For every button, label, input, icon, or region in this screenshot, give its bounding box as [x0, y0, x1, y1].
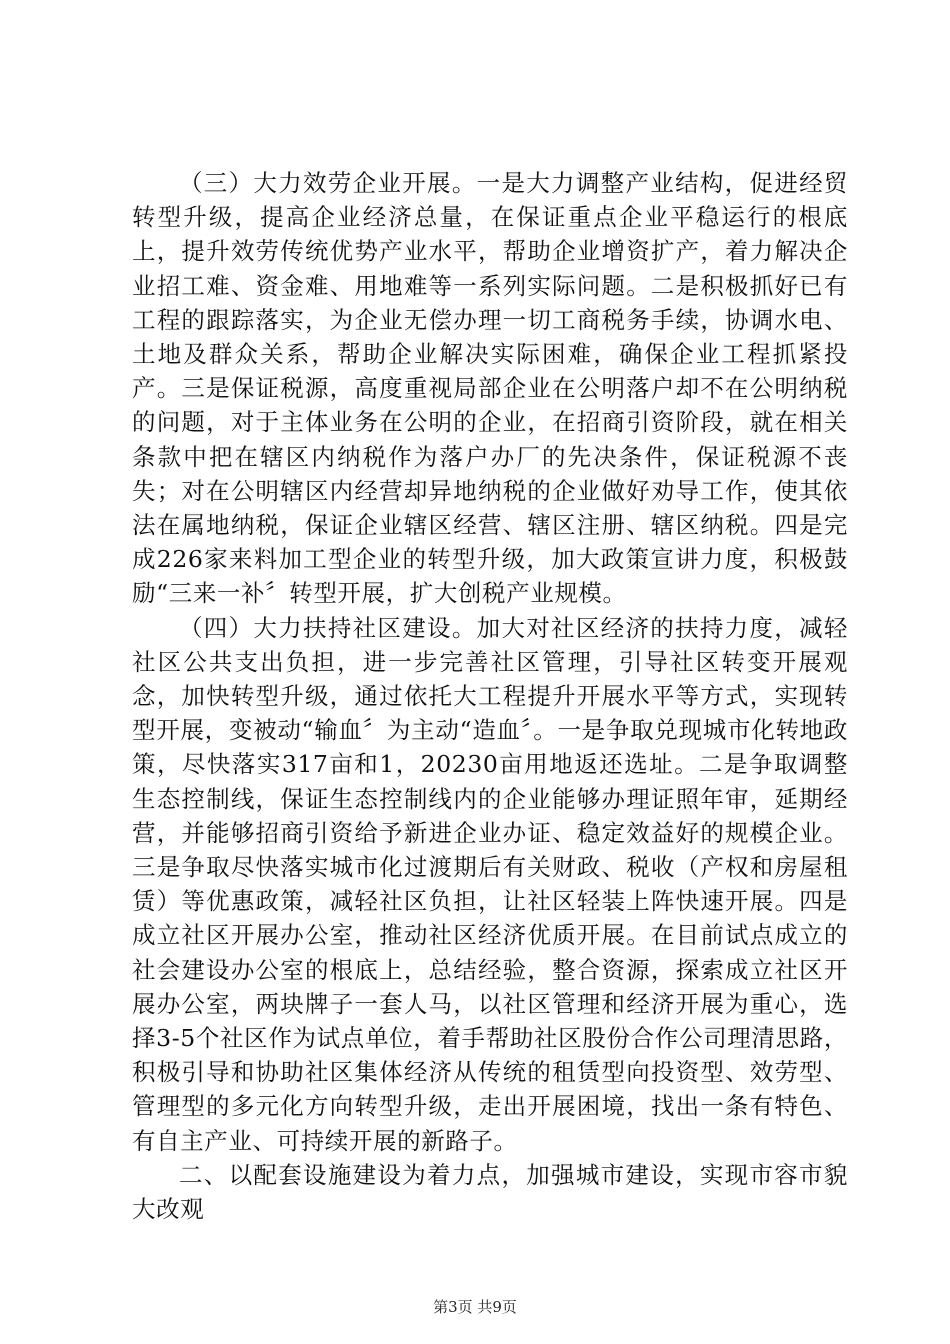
document-body — [132, 166, 848, 1226]
section-heading: 二、以配套设施建设为着力点，加强城市建设，实现市容市貌大改观 — [132, 1160, 848, 1224]
paragraph-section-four: （四）大力扶持社区建设。加大对社区经济的扶持力度，减轻社区公共支出负担，进一步完善社区管理，引导社区转变开展观念，加快转型升级，通过依托大工程提升开展水平等方式，实现转型开展，变被动“输血〞为主动“造血〞。一是争取兑现城市化转地政策，尽快落实317亩和1，20230亩用地返还选址。二是争取调整生态控制线，保证生态控制线内的企业能够办理证照年审，延期经营，并能够招商引资给予新进企业办证、稳定效益好的规模企业。三是争取尽快落实城市化过渡期后有关财政、税收（产权和房屋租赁）等优惠政策，减轻社区负担，让社区轻装上阵快速开展。四是成立社区开展办公室，推动社区经济优质开展。在目前试点成立的社会建设办公室的根底上，总结经验，整合资源，探索成立社区开展办公室，两块牌子一套人马，以社区管理和经济开展为重心，选择3-5个社区作为试点单位，着手帮助社区股份合作公司理清思路，积极引导和协助社区集体经济从传统的租赁型向投资型、效劳型、管理型的多元化方向转型升级，走出开展困境，找出一条有特色、有自主产业、可持续开展的新路子。 — [132, 613, 848, 1155]
page-footer: 第3页 共9页 — [433, 1298, 517, 1316]
paragraph-section-three: （三）大力效劳企业开展。一是大力调整产业结构，促进经贸转型升级，提高企业经济总量，在保证重点企业平稳运行的根底上，提升效劳传统优势产业水平，帮助企业增资扩产，着力解决企业招工难、资金难、用地难等一系列实际问题。二是积极抓好已有工程的跟踪落实，为企业无偿办理一切工商税务手续，协调水电、土地及群众关系，帮助企业解决实际困难，确保企业工程抓紧投产。三是保证税源，高度重视局部企业在公明落户却不在公明纳税的问题，对于主体业务在公明的企业，在招商引资阶段，就在相关条款中把在辖区内纳税作为落户办厂的先决条件，保证税源不丧失；对在公明辖区内经营却异地纳税的企业做好劝导工作，使其依法在属地纳税，保证企业辖区经营、辖区注册、辖区纳税。四是完成226家来料加工型企业的转型升级，加大政策宣讲力度，积极鼓励“三来一补〞转型开展，扩大创税产业规模。 — [132, 169, 848, 608]
